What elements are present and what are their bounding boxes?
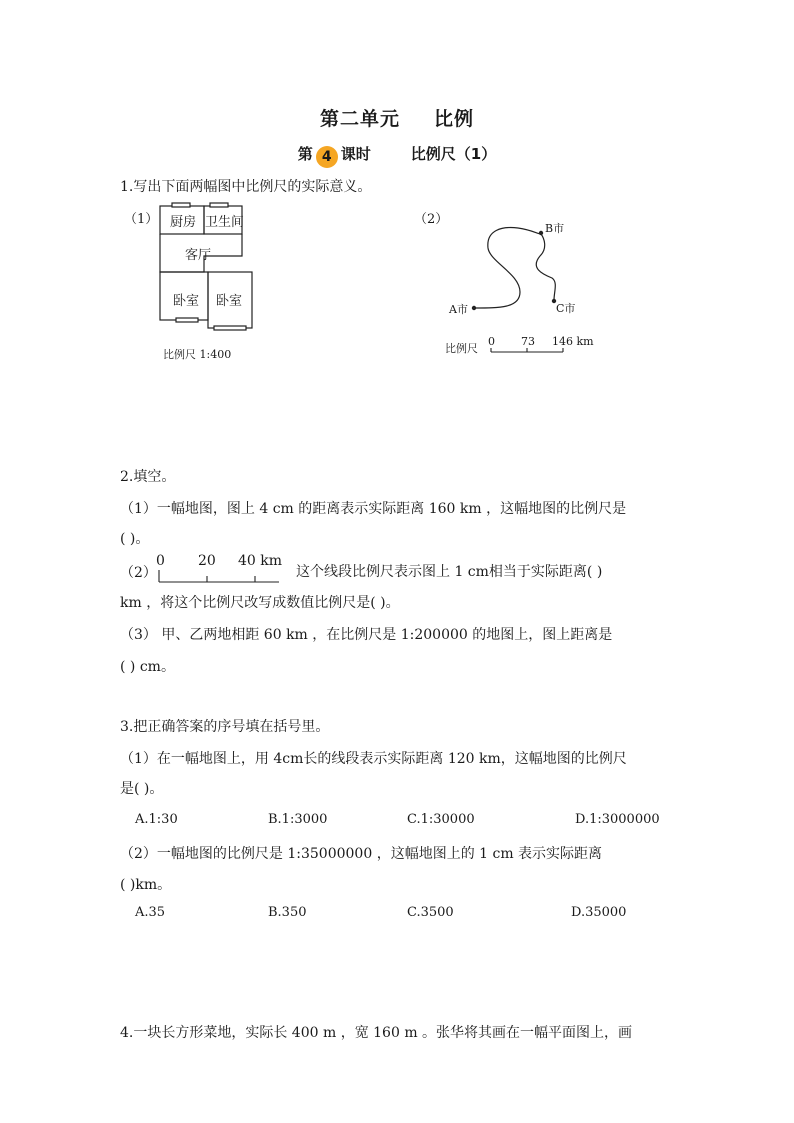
q2-prompt: 2.填空。: [120, 469, 176, 485]
city-b-dot: [539, 231, 543, 235]
q2-scale-bar: [155, 568, 285, 584]
route-curve: [474, 228, 555, 308]
page-title: [0, 104, 794, 131]
q3-s1-option-a[interactable]: A.1:30: [135, 812, 178, 827]
q2-s2-label: （2）: [120, 565, 157, 581]
q3-s2-option-d[interactable]: D.35000: [571, 905, 627, 920]
room-kitchen-label: 厨房: [170, 215, 197, 230]
q3-s2-option-c[interactable]: C.3500: [407, 905, 454, 920]
q2-s3-line1: （3） 甲、乙两地相距 60 km ，在比例尺是 1:200000 的地图上，图上距离是: [120, 627, 613, 643]
map-scale-bar: [491, 348, 563, 352]
q1-fig1-label: （1）: [124, 212, 159, 227]
map-scale-tick-73: 73: [521, 335, 535, 348]
lesson-suffix: 课时: [340, 145, 371, 163]
q3-s2-option-a[interactable]: A.35: [135, 905, 166, 920]
city-b-label: B市: [545, 222, 565, 235]
city-a-label: A市: [449, 303, 468, 316]
q1-fig2-label: （2）: [414, 212, 449, 227]
floor-plan-scale: 比例尺 1:400: [163, 348, 232, 361]
city-c-label: C市: [556, 302, 576, 315]
q3-prompt: 3.把正确答案的序号填在括号里。: [120, 719, 330, 735]
map-scale-label: 比例尺: [445, 342, 478, 355]
q3-s2-answer-blank[interactable]: ( )km。: [120, 877, 172, 893]
q1-prompt: 1.写出下面两幅图中比例尺的实际意义。: [120, 179, 372, 195]
room-bathroom-label: 卫生间: [205, 215, 245, 230]
city-a-dot: [472, 306, 476, 310]
q2-s2-text: 这个线段比例尺表示图上 1 cm相当于实际距离( ): [296, 564, 603, 580]
q2-s2-line2: km ，将这个比例尺改写成数值比例尺是( )。: [120, 595, 400, 611]
map-scale-tick-146: 146 km: [552, 335, 594, 348]
room-bedroom1-label: 卧室: [173, 294, 200, 309]
unit-topic: 比例: [434, 108, 475, 130]
q2-scale-tick-0: 0: [156, 553, 165, 569]
room-bedroom2-label: 卧室: [216, 294, 243, 309]
room-living-label: 客厅: [185, 248, 212, 263]
q2-scale-tick-20: 20: [198, 553, 216, 569]
q3-s1-option-d[interactable]: D.1:3000000: [575, 812, 660, 827]
q2-scale-tick-40: 40 km: [238, 553, 283, 569]
unit-title: 第二单元: [319, 108, 400, 130]
q4-line1: 4.一块长方形菜地，实际长 400 m ，宽 160 m 。张华将其画在一幅平面图上，画: [120, 1025, 633, 1041]
q2-s3-answer-blank[interactable]: ( ) cm。: [120, 659, 175, 675]
q3-s1-line1: （1）在一幅地图上，用 4cm长的线段表示实际距离 120 km，这幅地图的比例尺: [120, 751, 627, 767]
lesson-number-badge: 4: [316, 146, 338, 168]
map-scale-tick-0: 0: [488, 335, 495, 348]
q3-s1-option-c[interactable]: C.1:30000: [407, 812, 475, 827]
q3-s1-answer-blank[interactable]: 是( )。: [120, 781, 164, 797]
lesson-topic: 比例尺（1）: [410, 145, 497, 163]
q2-s1-answer-blank[interactable]: ( )。: [120, 531, 150, 547]
q2-s1-line1: （1）一幅地图，图上 4 cm 的距离表示实际距离 160 km ，这幅地图的比例尺是: [120, 501, 627, 517]
q3-s2-option-b[interactable]: B.350: [268, 905, 307, 920]
lesson-prefix: 第: [297, 145, 313, 163]
q3-s1-option-b[interactable]: B.1:3000: [268, 812, 328, 827]
q3-s2-line1: （2）一幅地图的比例尺是 1:35000000 ，这幅地图上的 1 cm 表示实际距离: [120, 846, 603, 862]
lesson-subtitle: [0, 143, 794, 168]
